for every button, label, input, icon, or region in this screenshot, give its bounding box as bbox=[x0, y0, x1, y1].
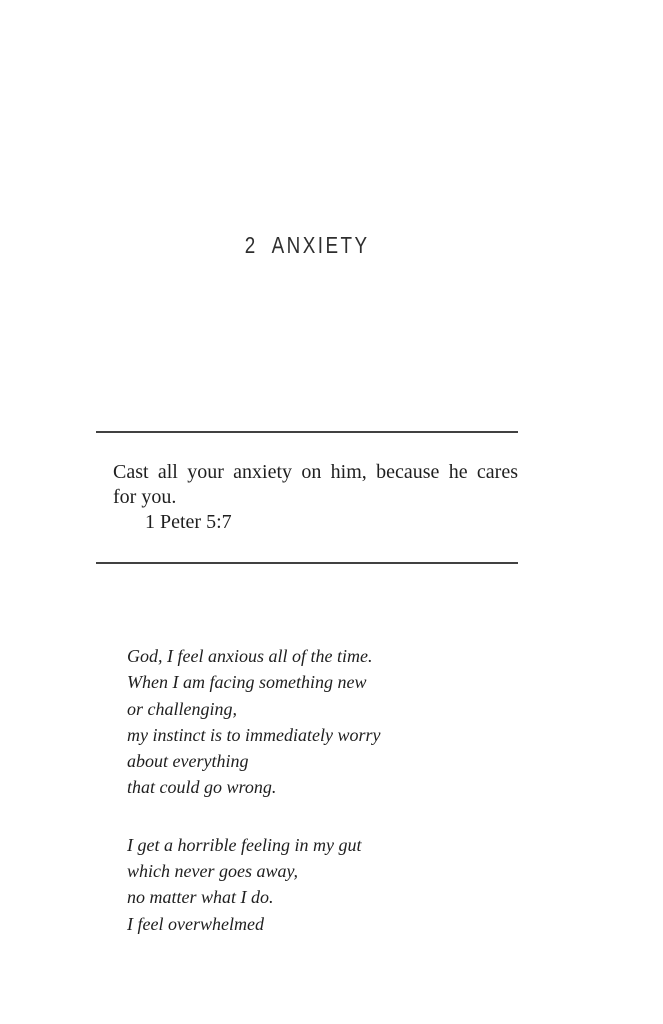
verse-line: for you. bbox=[113, 486, 177, 508]
prayer-line: my instinct is to immediately worry bbox=[127, 724, 381, 745]
prayer-stanza bbox=[127, 832, 380, 937]
verse-line: Cast all your anxiety on him, because he cares bbox=[113, 461, 518, 483]
prayer-line: or challenging, bbox=[127, 698, 237, 719]
prayer-text bbox=[127, 643, 380, 937]
prayer-stanza bbox=[127, 643, 380, 801]
epigraph-reference: 1 Peter 5:7 bbox=[145, 511, 232, 533]
epigraph-verse bbox=[113, 460, 518, 510]
prayer-line: which never goes away, bbox=[127, 861, 298, 882]
chapter-title: ANXIETY bbox=[271, 232, 370, 258]
epigraph-block bbox=[96, 431, 518, 564]
prayer-line: no matter what I do. bbox=[127, 887, 274, 908]
prayer-line: I get a horrible feeling in my gut bbox=[127, 834, 362, 855]
prayer-line: God, I feel anxious all of the time. bbox=[127, 646, 373, 666]
chapter-heading bbox=[96, 231, 518, 259]
chapter-heading-text bbox=[245, 231, 370, 259]
prayer-line: about everything bbox=[127, 751, 249, 772]
chapter-number: 2 bbox=[244, 232, 258, 258]
prayer-line: that could go wrong. bbox=[127, 777, 277, 798]
prayer-line: When I am facing something new bbox=[127, 672, 367, 693]
prayer-line: I feel overwhelmed bbox=[127, 913, 264, 934]
